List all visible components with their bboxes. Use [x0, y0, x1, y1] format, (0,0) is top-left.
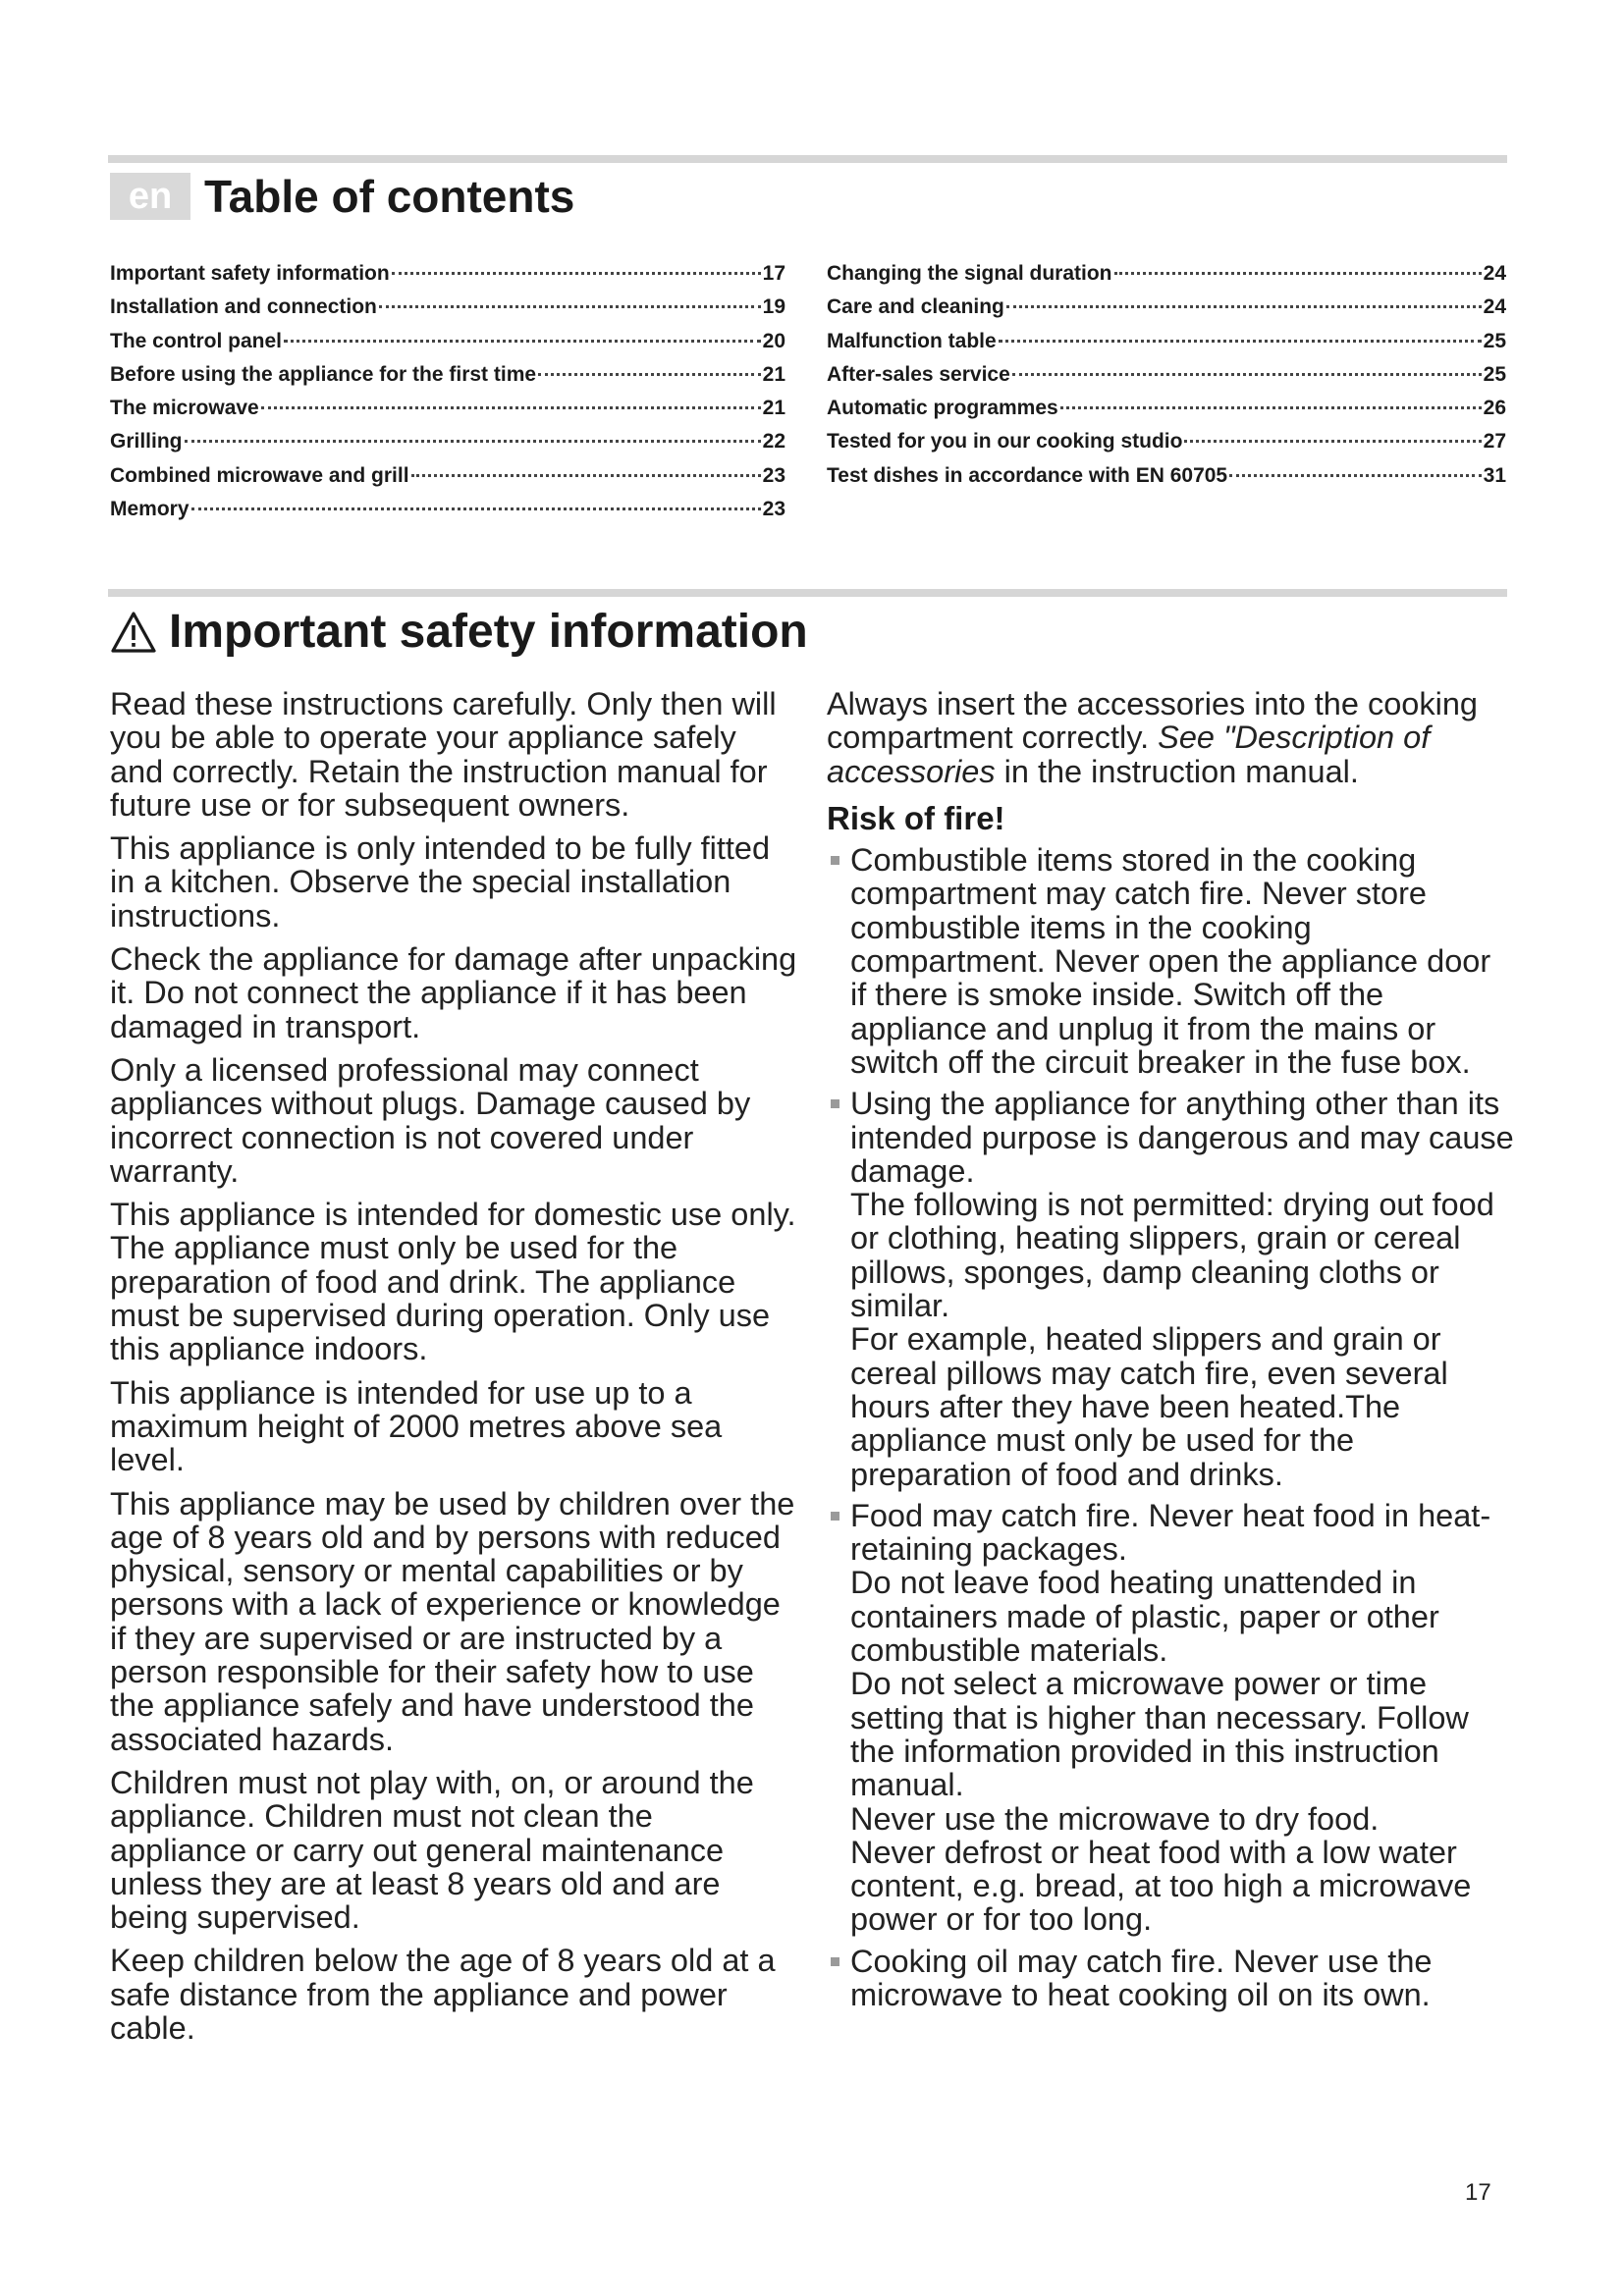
toc-leader-dots — [284, 340, 761, 343]
toc-entry-page: 20 — [762, 329, 785, 352]
toc-entry[interactable] — [827, 257, 1506, 291]
toc-entry-page: 25 — [1483, 329, 1506, 352]
risk-bullet-item — [827, 1087, 1514, 1491]
toc-title: Table of contents — [204, 171, 575, 222]
safety-heading — [110, 601, 808, 664]
safety-paragraph: Only a licensed professional may connect appliances without plugs. Damage caused by incorrect connection is not covered under warranty. — [110, 1051, 751, 1189]
bullet-marker-icon — [831, 856, 839, 865]
toc-left-column — [110, 257, 785, 526]
risk-of-fire-heading: Risk of fire! — [827, 799, 1005, 836]
safety-paragraph: This appliance is intended for use up to a maximum height of 2000 metres above sea level. — [110, 1374, 723, 1478]
toc-entry-page: 21 — [762, 362, 785, 386]
toc-entry[interactable] — [110, 257, 785, 291]
toc-entry[interactable] — [110, 459, 785, 493]
toc-entry-page: 31 — [1483, 463, 1506, 487]
toc-entry-label: The control panel — [110, 329, 283, 352]
safety-left-column — [110, 687, 797, 2055]
accessories-text: Always insert the accessories into the cooking compartment correctly. — [827, 686, 1478, 756]
toc-entry-label: Care and cleaning — [827, 295, 1004, 319]
toc-entry[interactable] — [827, 425, 1506, 458]
toc-entry-page: 26 — [1483, 397, 1506, 420]
toc-entry-label: Memory — [110, 498, 189, 521]
toc-entry-label: Malfunction table — [827, 329, 997, 352]
toc-entry[interactable] — [110, 392, 785, 425]
toc-entry[interactable] — [110, 358, 785, 392]
toc-entry-label: Installation and connection — [110, 295, 377, 319]
accessories-tail: in the instruction manual. — [1003, 753, 1359, 789]
toc-entry-label: The microwave — [110, 397, 259, 420]
toc-entry-page: 21 — [762, 397, 785, 420]
toc-entry[interactable] — [827, 291, 1506, 324]
bullet-text: Using the appliance for anything other than its intended purpose is dangerous and may cause damage. — [850, 1086, 1514, 1189]
toc-entry-page: 22 — [762, 430, 785, 454]
safety-paragraph: This appliance is only intended to be fully fitted in a kitchen. Observe the special installation instructions. — [110, 830, 771, 934]
toc-entry-label: Important safety information — [110, 262, 390, 285]
toc-entry-page: 25 — [1483, 362, 1506, 386]
toc-right-column — [827, 257, 1506, 493]
toc-leader-dots — [538, 373, 761, 376]
toc-leader-dots — [379, 305, 761, 308]
risk-bullet-list — [827, 843, 1514, 2011]
toc-entry[interactable] — [827, 459, 1506, 493]
toc-entry[interactable] — [827, 392, 1506, 425]
toc-entry-page: 23 — [762, 463, 785, 487]
accessories-paragraph — [827, 687, 1514, 788]
bullet-text: Do not select a microwave power or time setting that is higher than necessary. Follow the information provided in this instruction manual. — [850, 1666, 1469, 1803]
toc-entry-page: 24 — [1483, 262, 1506, 285]
toc-entry[interactable] — [827, 358, 1506, 392]
toc-leader-dots — [261, 406, 761, 409]
toc-entry-page: 19 — [762, 295, 785, 319]
risk-bullet-item — [827, 1499, 1514, 1937]
bullet-text: Cooking oil may catch fire. Never use the microwave to heat cooking oil on its own. — [850, 1943, 1433, 2012]
toc-leader-dots — [1229, 474, 1482, 477]
bullet-text: Combustible items stored in the cooking compartment may catch fire. Never store combustible items in the cooking compartment. Never open the appliance door if there is smoke inside. Switch off the appliance and unplug it from the mains or switch off the circuit breaker in the fuse box. — [850, 842, 1491, 1080]
safety-paragraph: This appliance may be used by children over the age of 8 years old and by persons with reduced physical, sensory or mental capabilities or by persons with a lack of experience or knowledge if they are supervised or are instructed by a person responsible for their safety how to use the appliance safely and have understood the associated hazards. — [110, 1485, 795, 1757]
accessories-see-ref: See "Description of accessories — [827, 720, 1431, 789]
toc-entry[interactable] — [827, 325, 1506, 358]
bullet-text: Food may catch fire. Never heat food in heat-retaining packages. — [850, 1497, 1491, 1568]
toc-entry-label: After-sales service — [827, 362, 1010, 386]
toc-entry-page: 17 — [762, 262, 785, 285]
toc-entry-page: 23 — [762, 498, 785, 521]
bullet-marker-icon — [831, 1512, 839, 1521]
toc-leader-dots — [999, 340, 1482, 343]
language-badge: en — [110, 173, 190, 220]
toc-leader-dots — [1060, 406, 1482, 409]
safety-right-column — [827, 687, 1514, 2019]
bullet-text: Never defrost or heat food with a low water content, e.g. bread, at too high a microwave power or for too long. — [850, 1834, 1472, 1938]
toc-leader-dots — [185, 440, 761, 443]
page-number: 17 — [1465, 2179, 1491, 2206]
bullet-text: Do not leave food heating unattended in containers made of plastic, paper or other combustible materials. — [850, 1565, 1439, 1669]
toc-entry-page: 24 — [1483, 295, 1506, 319]
safety-paragraph: Read these instructions carefully. Only then will you be able to operate your appliance safely and correctly. Retain the instruction manual for future use or for subsequent owners. — [110, 686, 777, 823]
risk-bullet-item — [827, 1945, 1514, 2012]
toc-entry-label: Combined microwave and grill — [110, 463, 409, 487]
header-rule — [108, 155, 1507, 163]
safety-title: Important safety information — [169, 606, 808, 658]
bullet-text: Never use the microwave to dry food. — [850, 1800, 1380, 1837]
safety-paragraph: Keep children below the age of 8 years old at a safe distance from the appliance and power cable. — [110, 1943, 776, 2046]
toc-entry-label: Test dishes in accordance with EN 60705 — [827, 463, 1228, 487]
warning-triangle-icon — [110, 611, 157, 654]
toc-entry[interactable] — [110, 325, 785, 358]
toc-leader-dots — [1184, 440, 1481, 443]
toc-entry-label: Grilling — [110, 430, 183, 454]
toc-leader-dots — [1006, 305, 1482, 308]
bullet-text: The following is not permitted: drying out food or clothing, heating slippers, grain or cereal pillows, sponges, damp cleaning cloths or similar. — [850, 1187, 1494, 1324]
toc-entry[interactable] — [110, 493, 785, 526]
safety-paragraph: Check the appliance for damage after unpacking it. Do not connect the appliance if it has been damaged in transport. — [110, 941, 797, 1044]
toc-entry[interactable] — [110, 425, 785, 458]
safety-paragraph: Children must not play with, on, or around the appliance. Children must not clean the appliance or carry out general maintenance unless they are at least 8 years old and are being supervised. — [110, 1764, 754, 1936]
toc-entry-label: Changing the signal duration — [827, 262, 1112, 285]
bullet-marker-icon — [831, 1957, 839, 1966]
toc-leader-dots — [411, 474, 761, 477]
safety-paragraph: This appliance is intended for domestic use only. The appliance must only be used for the preparation of food and drink. The appliance must be supervised during operation. Only use this appliance indoors. — [110, 1197, 796, 1367]
bullet-marker-icon — [831, 1099, 839, 1108]
risk-bullet-item — [827, 843, 1514, 1079]
toc-entry-page: 27 — [1483, 430, 1506, 454]
toc-leader-dots — [392, 272, 761, 275]
toc-leader-dots — [191, 507, 761, 510]
toc-entry-label: Before using the appliance for the first time — [110, 362, 537, 386]
bullet-text: For example, heated slippers and grain or cereal pillows may catch fire, even several hours after they have been heated.The appliance must only be used for the preparation of food and drinks. — [850, 1321, 1448, 1492]
toc-entry[interactable] — [110, 291, 785, 324]
toc-entry-label: Tested for you in our cooking studio — [827, 430, 1183, 454]
toc-leader-dots — [1114, 272, 1482, 275]
toc-leader-dots — [1012, 373, 1482, 376]
section-rule — [108, 589, 1507, 597]
toc-entry-label: Automatic programmes — [827, 397, 1058, 420]
